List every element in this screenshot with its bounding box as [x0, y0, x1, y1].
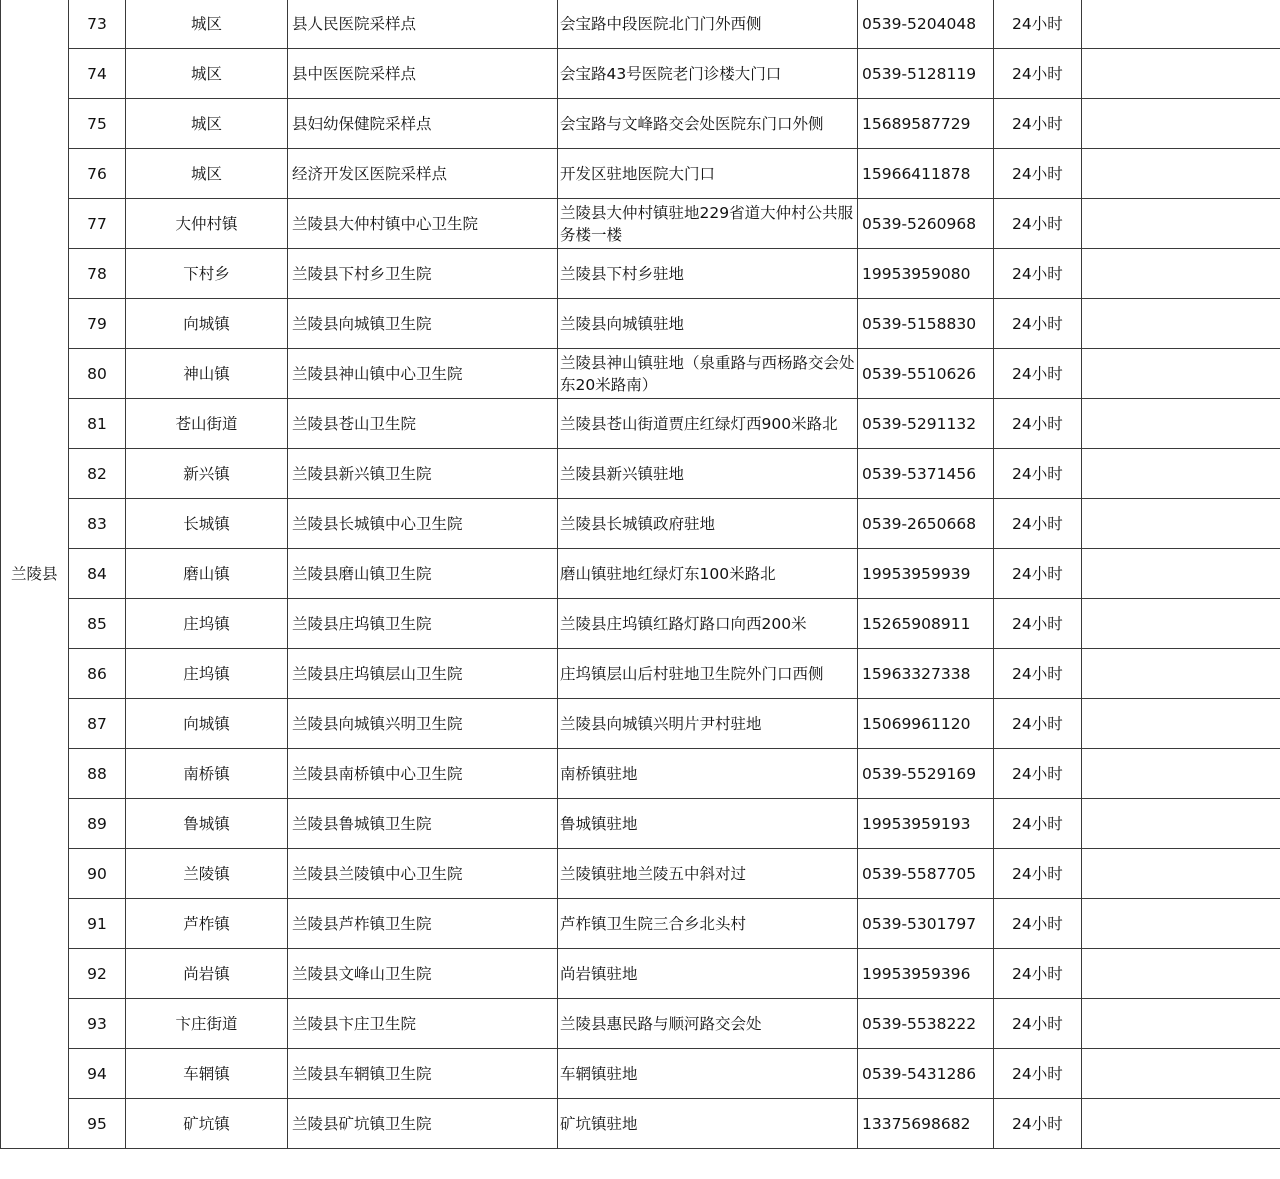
row-number-cell: 77 — [69, 199, 126, 249]
row-number-cell: 89 — [69, 799, 126, 849]
note-cell — [1082, 699, 1280, 749]
row-number-cell: 74 — [69, 49, 126, 99]
site-name-cell: 兰陵县矿坑镇卫生院 — [288, 1099, 558, 1149]
address-cell: 尚岩镇驻地 — [558, 949, 858, 999]
area-cell: 矿坑镇 — [126, 1099, 288, 1149]
note-cell — [1082, 849, 1280, 899]
note-cell — [1082, 449, 1280, 499]
table-row — [1, 1049, 1280, 1099]
address-cell: 兰陵县苍山街道贾庄红绿灯西900米路北 — [558, 399, 858, 449]
area-cell: 城区 — [126, 99, 288, 149]
row-number-cell: 75 — [69, 99, 126, 149]
hours-cell: 24小时 — [994, 999, 1082, 1049]
site-name-cell: 兰陵县神山镇中心卫生院 — [288, 349, 558, 399]
phone-cell: 19953959080 — [858, 249, 994, 299]
area-cell: 车辋镇 — [126, 1049, 288, 1099]
county-cell: 兰陵县 — [1, 0, 69, 1149]
hours-cell: 24小时 — [994, 899, 1082, 949]
note-cell — [1082, 1099, 1280, 1149]
site-name-cell: 县中医医院采样点 — [288, 49, 558, 99]
area-cell: 兰陵镇 — [126, 849, 288, 899]
hours-cell: 24小时 — [994, 749, 1082, 799]
hours-cell: 24小时 — [994, 849, 1082, 899]
phone-cell: 0539-5204048 — [858, 0, 994, 49]
area-cell: 下村乡 — [126, 249, 288, 299]
note-cell — [1082, 399, 1280, 449]
site-name-cell: 兰陵县文峰山卫生院 — [288, 949, 558, 999]
hours-cell: 24小时 — [994, 549, 1082, 599]
phone-cell: 0539-5291132 — [858, 399, 994, 449]
area-cell: 神山镇 — [126, 349, 288, 399]
area-cell: 磨山镇 — [126, 549, 288, 599]
site-name-cell: 兰陵县鲁城镇卫生院 — [288, 799, 558, 849]
address-cell: 兰陵县长城镇政府驻地 — [558, 499, 858, 549]
hours-cell: 24小时 — [994, 1049, 1082, 1099]
table-row — [1, 499, 1280, 549]
area-cell: 向城镇 — [126, 299, 288, 349]
hours-cell: 24小时 — [994, 149, 1082, 199]
table-row — [1, 99, 1280, 149]
row-number-cell: 91 — [69, 899, 126, 949]
note-cell — [1082, 99, 1280, 149]
phone-cell: 0539-2650668 — [858, 499, 994, 549]
note-cell — [1082, 149, 1280, 199]
site-name-cell: 兰陵县大仲村镇中心卫生院 — [288, 199, 558, 249]
table-row — [1, 349, 1280, 399]
note-cell — [1082, 749, 1280, 799]
note-cell — [1082, 349, 1280, 399]
site-name-cell: 兰陵县向城镇卫生院 — [288, 299, 558, 349]
area-cell: 南桥镇 — [126, 749, 288, 799]
hours-cell: 24小时 — [994, 1099, 1082, 1149]
note-cell — [1082, 499, 1280, 549]
table-row — [1, 199, 1280, 249]
address-cell: 芦柞镇卫生院三合乡北头村 — [558, 899, 858, 949]
site-name-cell: 兰陵县庄坞镇层山卫生院 — [288, 649, 558, 699]
row-number-cell: 85 — [69, 599, 126, 649]
phone-cell: 15069961120 — [858, 699, 994, 749]
table-row — [1, 599, 1280, 649]
area-cell: 城区 — [126, 0, 288, 49]
hours-cell: 24小时 — [994, 649, 1082, 699]
site-name-cell: 县人民医院采样点 — [288, 0, 558, 49]
note-cell — [1082, 899, 1280, 949]
site-name-cell: 兰陵县卞庄卫生院 — [288, 999, 558, 1049]
hours-cell: 24小时 — [994, 0, 1082, 49]
site-name-cell: 兰陵县车辋镇卫生院 — [288, 1049, 558, 1099]
row-number-cell: 95 — [69, 1099, 126, 1149]
table-row — [1, 949, 1280, 999]
site-name-cell: 兰陵县芦柞镇卫生院 — [288, 899, 558, 949]
table-row — [1, 749, 1280, 799]
site-name-cell: 兰陵县南桥镇中心卫生院 — [288, 749, 558, 799]
hours-cell: 24小时 — [994, 399, 1082, 449]
row-number-cell: 82 — [69, 449, 126, 499]
hours-cell: 24小时 — [994, 949, 1082, 999]
hours-cell: 24小时 — [994, 99, 1082, 149]
site-name-cell: 经济开发区医院采样点 — [288, 149, 558, 199]
area-cell: 向城镇 — [126, 699, 288, 749]
row-number-cell: 76 — [69, 149, 126, 199]
address-cell: 兰陵县神山镇驻地（泉重路与西杨路交会处东20米路南） — [558, 349, 858, 399]
area-cell: 长城镇 — [126, 499, 288, 549]
table-row — [1, 249, 1280, 299]
address-cell: 兰陵县下村乡驻地 — [558, 249, 858, 299]
phone-cell: 15265908911 — [858, 599, 994, 649]
address-cell: 会宝路中段医院北门门外西侧 — [558, 0, 858, 49]
address-cell: 会宝路与文峰路交会处医院东门口外侧 — [558, 99, 858, 149]
table-row — [1, 0, 1280, 49]
site-name-cell: 兰陵县新兴镇卫生院 — [288, 449, 558, 499]
site-name-cell: 兰陵县向城镇兴明卫生院 — [288, 699, 558, 749]
address-cell: 矿坑镇驻地 — [558, 1099, 858, 1149]
row-number-cell: 90 — [69, 849, 126, 899]
row-number-cell: 86 — [69, 649, 126, 699]
area-cell: 鲁城镇 — [126, 799, 288, 849]
phone-cell: 19953959396 — [858, 949, 994, 999]
phone-cell: 0539-5510626 — [858, 349, 994, 399]
note-cell — [1082, 0, 1280, 49]
address-cell: 磨山镇驻地红绿灯东100米路北 — [558, 549, 858, 599]
hours-cell: 24小时 — [994, 499, 1082, 549]
table-row — [1, 649, 1280, 699]
area-cell: 尚岩镇 — [126, 949, 288, 999]
address-cell: 兰陵县新兴镇驻地 — [558, 449, 858, 499]
note-cell — [1082, 549, 1280, 599]
area-cell: 庄坞镇 — [126, 599, 288, 649]
site-name-cell: 兰陵县下村乡卫生院 — [288, 249, 558, 299]
row-number-cell: 78 — [69, 249, 126, 299]
address-cell: 庄坞镇层山后村驻地卫生院外门口西侧 — [558, 649, 858, 699]
phone-cell: 0539-5371456 — [858, 449, 994, 499]
phone-cell: 0539-5538222 — [858, 999, 994, 1049]
phone-cell: 19953959939 — [858, 549, 994, 599]
hours-cell: 24小时 — [994, 299, 1082, 349]
table-row — [1, 299, 1280, 349]
hours-cell: 24小时 — [994, 799, 1082, 849]
table-row — [1, 699, 1280, 749]
hours-cell: 24小时 — [994, 49, 1082, 99]
address-cell: 兰陵县庄坞镇红路灯路口向西200米 — [558, 599, 858, 649]
table-row — [1, 999, 1280, 1049]
site-name-cell: 兰陵县庄坞镇卫生院 — [288, 599, 558, 649]
phone-cell: 0539-5431286 — [858, 1049, 994, 1099]
table-row — [1, 799, 1280, 849]
note-cell — [1082, 199, 1280, 249]
table-row — [1, 149, 1280, 199]
phone-cell: 0539-5260968 — [858, 199, 994, 249]
note-cell — [1082, 299, 1280, 349]
area-cell: 城区 — [126, 49, 288, 99]
area-cell: 苍山街道 — [126, 399, 288, 449]
hours-cell: 24小时 — [994, 249, 1082, 299]
area-cell: 庄坞镇 — [126, 649, 288, 699]
site-name-cell: 兰陵县磨山镇卫生院 — [288, 549, 558, 599]
area-cell: 大仲村镇 — [126, 199, 288, 249]
address-cell: 兰陵镇驻地兰陵五中斜对过 — [558, 849, 858, 899]
row-number-cell: 94 — [69, 1049, 126, 1099]
address-cell: 开发区驻地医院大门口 — [558, 149, 858, 199]
table-row — [1, 1099, 1280, 1149]
site-name-cell: 兰陵县长城镇中心卫生院 — [288, 499, 558, 549]
phone-cell: 15966411878 — [858, 149, 994, 199]
phone-cell: 13375698682 — [858, 1099, 994, 1149]
phone-cell: 0539-5587705 — [858, 849, 994, 899]
phone-cell: 0539-5158830 — [858, 299, 994, 349]
phone-cell: 0539-5529169 — [858, 749, 994, 799]
row-number-cell: 92 — [69, 949, 126, 999]
address-cell: 车辋镇驻地 — [558, 1049, 858, 1099]
table-body — [1, 0, 1280, 1149]
phone-cell: 0539-5128119 — [858, 49, 994, 99]
table-row — [1, 399, 1280, 449]
phone-cell: 15689587729 — [858, 99, 994, 149]
area-cell: 新兴镇 — [126, 449, 288, 499]
note-cell — [1082, 49, 1280, 99]
row-number-cell: 84 — [69, 549, 126, 599]
row-number-cell: 73 — [69, 0, 126, 49]
address-cell: 兰陵县惠民路与顺河路交会处 — [558, 999, 858, 1049]
address-cell: 兰陵县向城镇兴明片尹村驻地 — [558, 699, 858, 749]
phone-cell: 15963327338 — [858, 649, 994, 699]
note-cell — [1082, 799, 1280, 849]
table-row — [1, 49, 1280, 99]
note-cell — [1082, 999, 1280, 1049]
area-cell: 城区 — [126, 149, 288, 199]
phone-cell: 19953959193 — [858, 799, 994, 849]
note-cell — [1082, 249, 1280, 299]
hours-cell: 24小时 — [994, 449, 1082, 499]
note-cell — [1082, 599, 1280, 649]
area-cell: 卞庄街道 — [126, 999, 288, 1049]
row-number-cell: 80 — [69, 349, 126, 399]
address-cell: 鲁城镇驻地 — [558, 799, 858, 849]
address-cell: 南桥镇驻地 — [558, 749, 858, 799]
table-row — [1, 849, 1280, 899]
note-cell — [1082, 949, 1280, 999]
row-number-cell: 81 — [69, 399, 126, 449]
hours-cell: 24小时 — [994, 349, 1082, 399]
note-cell — [1082, 649, 1280, 699]
hours-cell: 24小时 — [994, 599, 1082, 649]
address-cell: 会宝路43号医院老门诊楼大门口 — [558, 49, 858, 99]
row-number-cell: 87 — [69, 699, 126, 749]
row-number-cell: 93 — [69, 999, 126, 1049]
site-name-cell: 县妇幼保健院采样点 — [288, 99, 558, 149]
note-cell — [1082, 1049, 1280, 1099]
table-row — [1, 449, 1280, 499]
table-row — [1, 899, 1280, 949]
table-row — [1, 549, 1280, 599]
address-cell: 兰陵县大仲村镇驻地229省道大仲村公共服务楼一楼 — [558, 199, 858, 249]
area-cell: 芦柞镇 — [126, 899, 288, 949]
row-number-cell: 83 — [69, 499, 126, 549]
row-number-cell: 88 — [69, 749, 126, 799]
site-name-cell: 兰陵县苍山卫生院 — [288, 399, 558, 449]
hours-cell: 24小时 — [994, 199, 1082, 249]
hours-cell: 24小时 — [994, 699, 1082, 749]
site-name-cell: 兰陵县兰陵镇中心卫生院 — [288, 849, 558, 899]
row-number-cell: 79 — [69, 299, 126, 349]
phone-cell: 0539-5301797 — [858, 899, 994, 949]
address-cell: 兰陵县向城镇驻地 — [558, 299, 858, 349]
